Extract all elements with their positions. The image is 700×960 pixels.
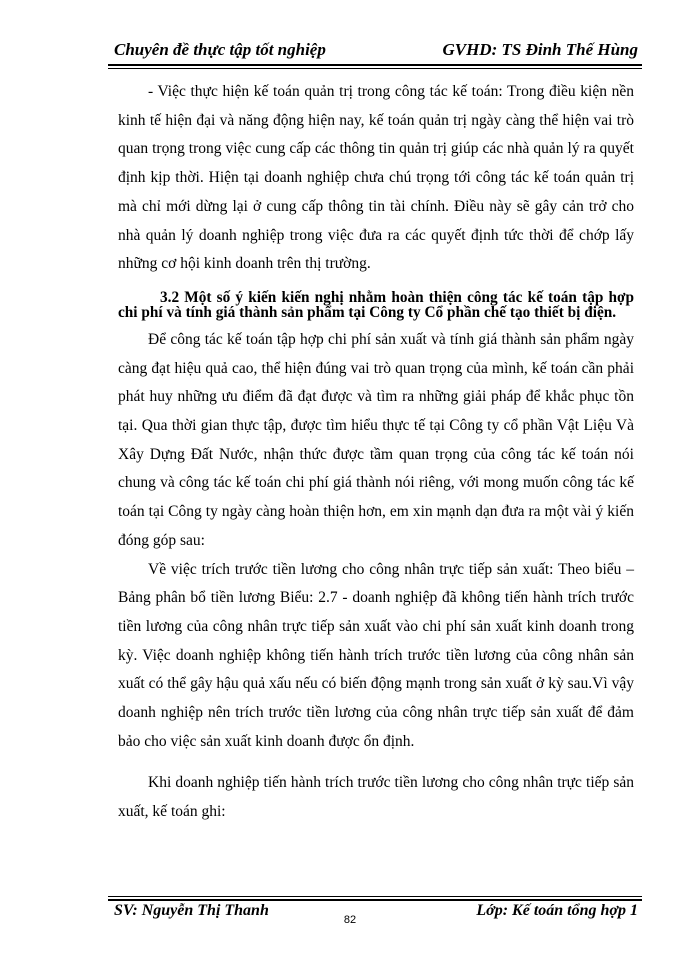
header-rule [108,64,642,66]
footer-rule [108,899,642,901]
page-header [108,40,642,64]
paragraph-introduction: Để công tác kế toán tập hợp chi phí sản xuất và tính giá thành sản phẩm ngày càng đạt hiệu quả cao, thể hiện đúng vai trò quan trọng của mình, kế toán cần phải phát huy những ưu điểm đã đạt được và tìm ra những giải pháp để khắc phục tồn tại. Qua thời gian thực tập, được tìm hiểu thực tế tại Công ty cổ phần Vật Liệu Và Xây Dựng Đất Nước, nhận thức được tầm quan trọng của công tác kế toán nói chung và công tác kế toán chi phí giá thành nói riêng, với mong muốn công tác kế toán tại Công ty ngày càng hoàn thiện hơn, em xin mạnh dạn đưa ra một vài ý kiến đóng góp sau: [118,330,634,549]
footer-class: Lớp: Kế toán tổng hợp 1 [476,902,638,919]
paragraph-wage-accrual: Về việc trích trước tiền lương cho công nhân trực tiếp sản xuất: Theo biểu – Bảng phân bổ tiền lương Biểu: 2.7 - doanh nghiệp đã không tiến hành trích trước tiền lương của công nhân trực tiếp sản xuất vào chi phí sản xuất kinh doanh trong kỳ. Việc doanh nghiệp không tiến hành trích trước tiền lương của công nhân sản xuất có thể gây hậu quả xấu nếu có biến động mạnh trong sản xuất ở kỳ sau.Vì vậy doanh nghiệp nên trích trước tiền lương của công nhân trực tiếp sản xuất để đảm bảo cho việc sản xuất kinh doanh được ổn định. [118,560,634,750]
paragraph-management-accounting: - Việc thực hiện kế toán quản trị trong công tác kế toán: Trong điều kiện nền kinh tế hiện đại và năng động hiện nay, kế toán quản trị ngày càng thể hiện vai trò quan trọng trong việc cung cấp các thông tin quản trị giúp các nhà quản lý ra quyết định kịp thời. Hiện tại doanh nghiệp chưa chú trọng tới công tác kế toán quản trị mà chỉ mới dừng lại ở cung cấp thông tin tài chính. Điều này sẽ gây cản trở cho nhà quản lý doanh nghiệp trong việc đưa ra các quyết định tức thời để chớp lấy những cơ hội kinh doanh trên thị trường. [118,83,634,273]
header-title: Chuyên đề thực tập tốt nghiệp [114,40,326,59]
footer-rule-thin [108,896,642,897]
page-number: 82 [343,914,357,926]
section-heading-3-2: 3.2 Một số ý kiến kiến nghị nhằm hoàn thiện công tác kế toán tập hợp chi phí và tính giá thành sản phẩm tại Công ty Cổ phần chế tạo thiết bị điện. [118,288,634,322]
header-supervisor: GVHD: TS Đinh Thế Hùng [442,40,638,59]
page-body [118,78,634,827]
footer-student: SV: Nguyễn Thị Thanh [114,902,269,919]
paragraph-accounting-entry: Khi doanh nghiệp tiến hành trích trước tiền lương cho công nhân trực tiếp sản xuất, kế toán ghi: [118,774,634,821]
header-rule-thin [108,68,642,69]
